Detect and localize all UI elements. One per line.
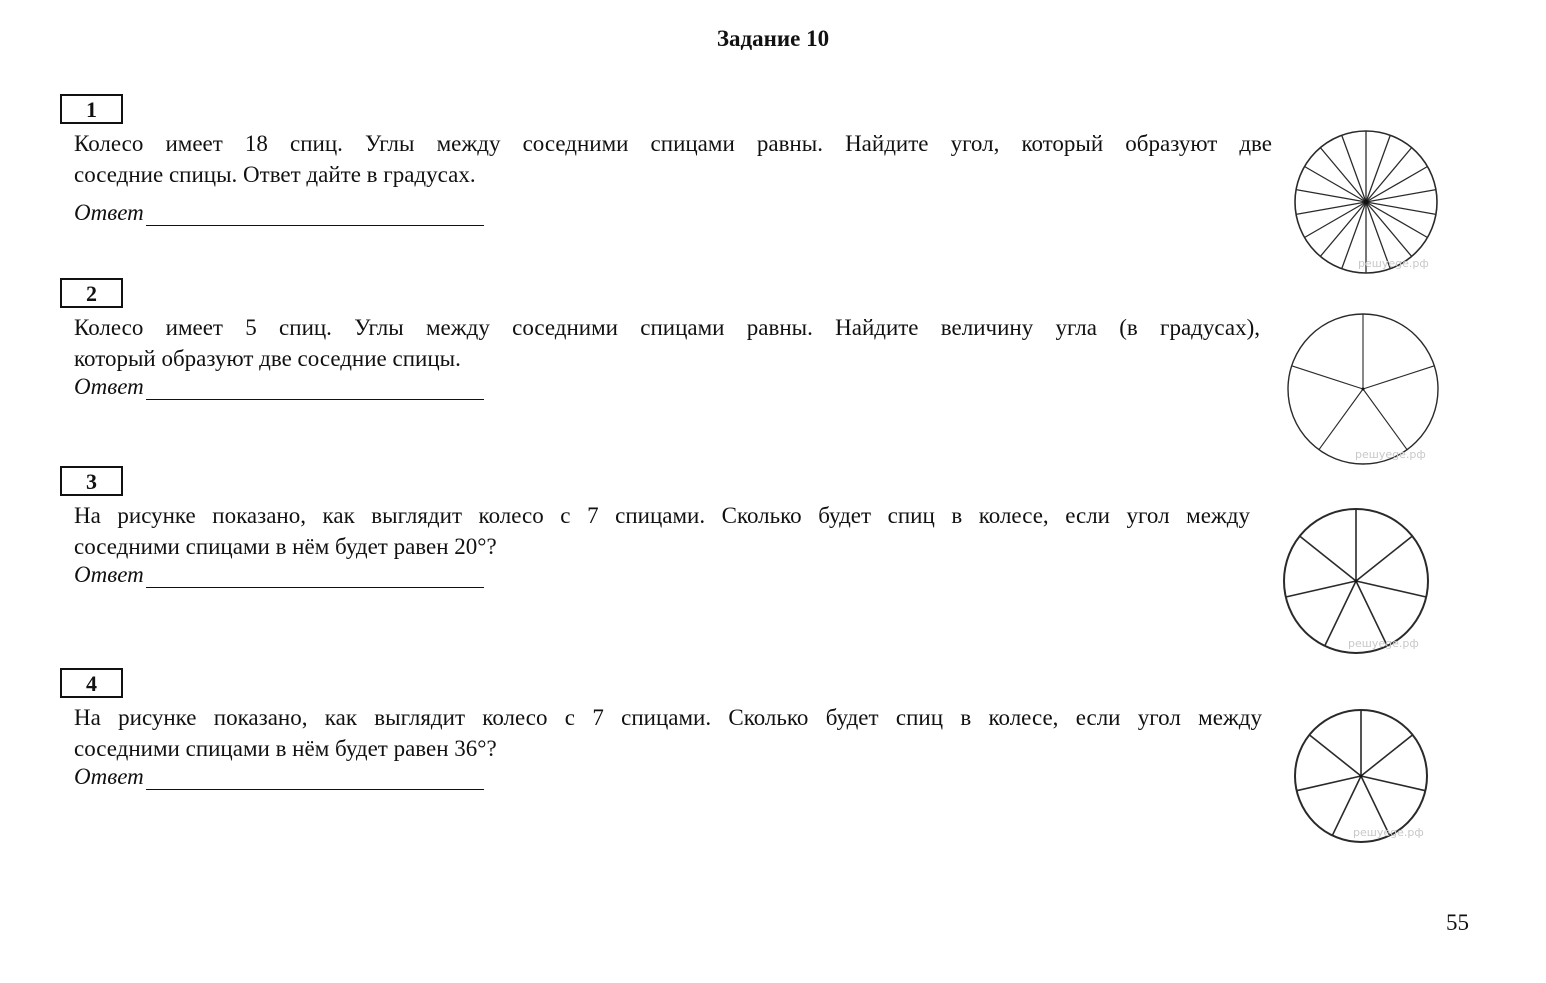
- watermark: решуege.рф: [1355, 448, 1426, 461]
- wheel-spoke: [1366, 135, 1390, 202]
- task-number-box: 2: [60, 278, 123, 308]
- wheel-7-spokes: [1281, 504, 1435, 658]
- page-number: 55: [1446, 910, 1469, 935]
- wheel-spoke: [1356, 536, 1412, 581]
- watermark: решуege.рф: [1353, 826, 1424, 839]
- task-number-box: 1: [60, 94, 123, 124]
- wheel-spoke: [1361, 735, 1413, 776]
- wheel-hub: [1362, 388, 1365, 391]
- wheel-spoke: [1366, 202, 1412, 256]
- wheel-7-spokes: [1292, 706, 1432, 848]
- answer-line[interactable]: [146, 377, 484, 400]
- answer-line[interactable]: [146, 565, 484, 588]
- task-text-line: который образуют две соседние спицы.: [74, 346, 461, 371]
- wheel-hub: [1355, 580, 1358, 583]
- wheel-spoke: [1342, 135, 1366, 202]
- task-text: [74, 500, 1250, 562]
- wheel-spoke: [1319, 389, 1363, 450]
- task-number-box: 4: [60, 668, 123, 698]
- task-text-line: На рисунке показано, как выглядит колесо с 7 спицами. Сколько будет спиц в колесе, если угол между: [74, 503, 1250, 528]
- wheel-spoke: [1356, 581, 1426, 597]
- watermark: решуege.рф: [1358, 257, 1429, 270]
- answer-line[interactable]: [146, 203, 484, 226]
- task-text-line: На рисунке показано, как выглядит колесо с 7 спицами. Сколько будет спиц в колесе, если угол между: [74, 705, 1262, 730]
- task-text-line: соседними спицами в нём будет равен 36°?: [74, 736, 497, 761]
- wheel-spoke: [1286, 581, 1356, 597]
- wheel-spoke: [1300, 536, 1356, 581]
- task-text: [74, 312, 1260, 374]
- task-text-line: Колесо имеет 5 спиц. Углы между соседними спицами равны. Найдите величину угла (в градусах),: [74, 315, 1260, 340]
- wheel-spoke: [1361, 776, 1425, 791]
- answer-label: Ответ: [74, 764, 144, 789]
- task-text-line: соседние спицы. Ответ дайте в градусах.: [74, 162, 476, 187]
- wheel-spoke: [1292, 366, 1363, 389]
- task-text: [74, 128, 1272, 190]
- wheel-spoke: [1297, 776, 1361, 791]
- page-title: Задание 10: [716, 26, 830, 51]
- wheel-hub: [1360, 775, 1363, 778]
- wheel-figure-2: [1283, 310, 1445, 466]
- watermark: решуege.рф: [1348, 637, 1419, 650]
- answer-field[interactable]: [74, 764, 484, 790]
- answer-label: Ответ: [74, 200, 144, 225]
- wheel-figure-4: [1292, 706, 1432, 848]
- wheel-hub: [1364, 200, 1369, 205]
- wheel-spoke: [1363, 389, 1407, 450]
- answer-field[interactable]: [74, 562, 484, 588]
- wheel-spoke: [1366, 148, 1412, 202]
- answer-line[interactable]: [146, 767, 484, 790]
- task-text: [74, 702, 1262, 764]
- wheel-spoke: [1309, 735, 1361, 776]
- task-text-line: Колесо имеет 18 спиц. Углы между соседними спицами равны. Найдите угол, который образуют две: [74, 131, 1272, 156]
- wheel-18-spokes: [1290, 126, 1444, 278]
- wheel-spoke: [1320, 148, 1366, 202]
- answer-field[interactable]: [74, 200, 484, 226]
- task-number-box: 3: [60, 466, 123, 496]
- task-text-line: соседними спицами в нём будет равен 20°?: [74, 534, 497, 559]
- answer-label: Ответ: [74, 562, 144, 587]
- answer-label: Ответ: [74, 374, 144, 399]
- wheel-spoke: [1320, 202, 1366, 256]
- wheel-figure-1: [1290, 126, 1444, 278]
- wheel-spoke: [1363, 366, 1434, 389]
- wheel-5-spokes: [1283, 310, 1445, 466]
- wheel-figure-3: [1281, 504, 1435, 658]
- answer-field[interactable]: [74, 374, 484, 400]
